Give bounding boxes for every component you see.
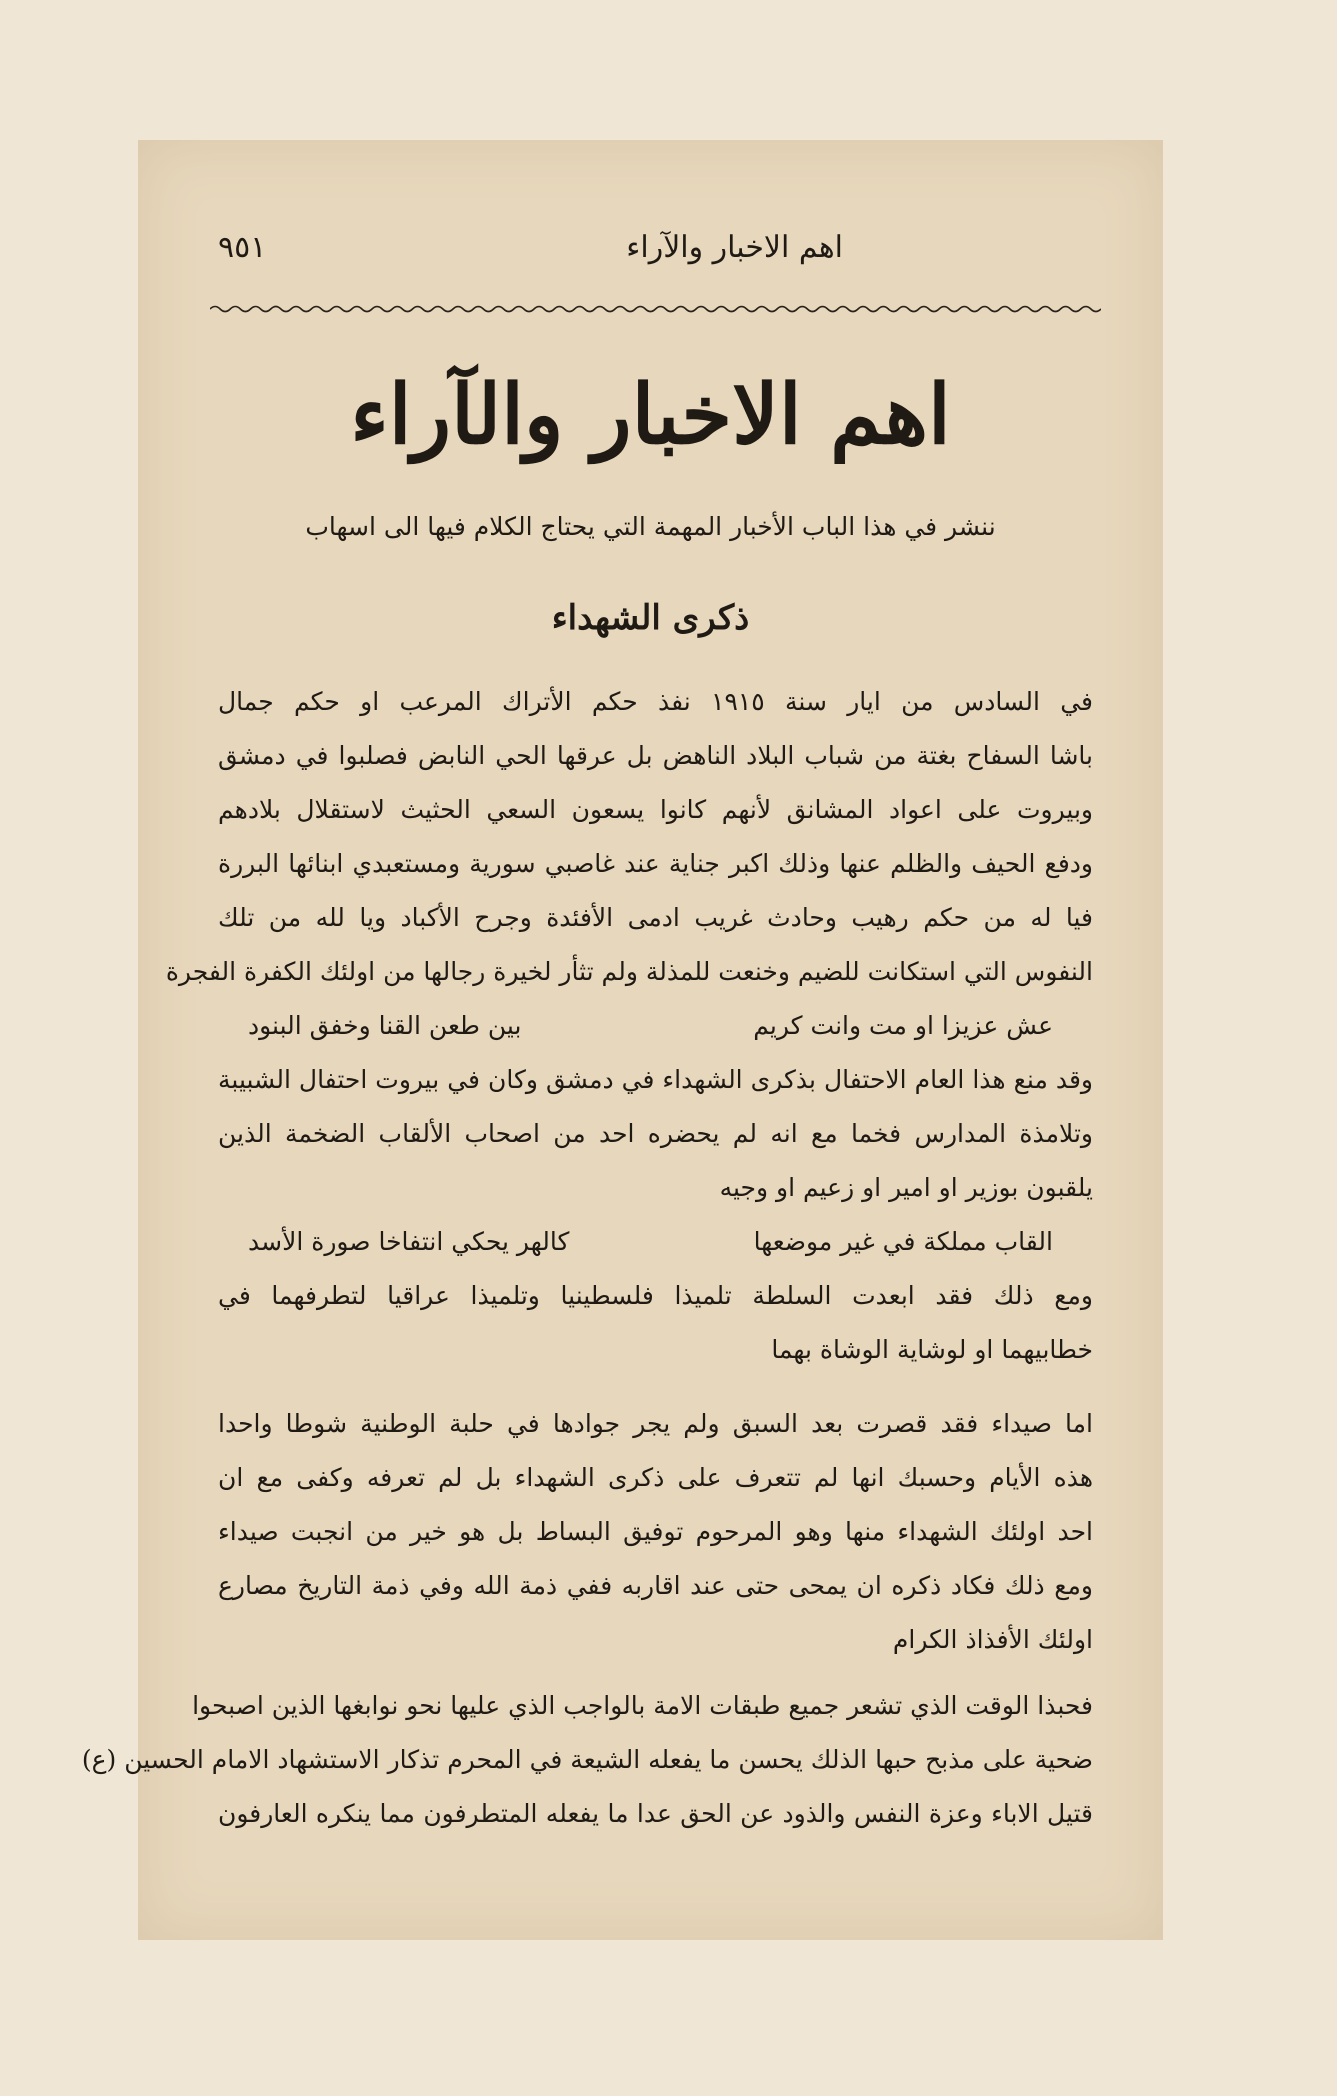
text-line: ومع ذلك فكاد ذكره ان يمحى حتى عند اقاربه ففي ذمة الله وفي ذمة التاريخ مصارع — [218, 1571, 1093, 1600]
text-line: ومع ذلك فقد ابعدت السلطة تلميذا فلسطينيا وتلميذا عراقيا لتطرفهما في — [218, 1281, 1093, 1310]
text-line: ضحية على مذبح حبها الذلك يحسن ما يفعله الشيعة في المحرم تذكار الاستشهاد الامام الحسين (ع) — [81, 1745, 1093, 1774]
text-line: فيا له من حكم رهيب وحادث غريب ادمى الأفئدة وجرح الأكباد ويا لله من تلك — [218, 903, 1093, 932]
text-line: وقد منع هذا العام الاحتفال بذكرى الشهداء في دمشق وكان في بيروت احتفال الشبيبة — [218, 1065, 1093, 1094]
text-line: ودفع الحيف والظلم عنها وذلك اكبر جناية عند غاصبي سورية ومستعبدي ابنائها البررة — [218, 849, 1093, 878]
verse-second-hemistich: كالهر يحكي انتفاخا صورة الأسد — [248, 1227, 570, 1256]
text-line: اما صيداء فقد قصرت بعد السبق ولم يجر جوادها في حلبة الوطنية شوطا واحدا — [218, 1409, 1093, 1438]
section-intro: ننشر في هذا الباب الأخبار المهمة التي يحتاج الكلام فيها الى اسهاب — [305, 512, 996, 541]
verse-couplet — [248, 1006, 1053, 1046]
verse-couplet — [248, 1222, 1053, 1262]
article-title: ذكرى الشهداء — [551, 598, 750, 638]
page-number: ٩٥١ — [218, 230, 267, 265]
section-title-calligraphy: اهم الاخبار والآراء — [350, 367, 951, 463]
text-line: في السادس من ايار سنة ١٩١٥ نفذ حكم الأتراك المرعب او حكم جمال — [218, 687, 1093, 716]
text-line: اولئك الأفذاذ الكرام — [892, 1625, 1093, 1654]
verse-second-hemistich: بين طعن القنا وخفق البنود — [248, 1011, 522, 1040]
wavy-divider — [210, 302, 1101, 316]
text-line: وبيروت على اعواد المشانق لأنهم كانوا يسعون السعي الحثيث لاستقلال بلادهم — [218, 795, 1093, 824]
verse-first-hemistich: القاب مملكة في غير موضعها — [753, 1227, 1053, 1256]
text-line: يلقبون بوزير او امير او زعيم او وجيه — [719, 1173, 1093, 1202]
verse-first-hemistich: عش عزيزا او مت وانت كريم — [753, 1011, 1053, 1040]
text-line: باشا السفاح بغتة من شباب البلاد الناهض بل عرقها الحي النابض فصلبوا في دمشق — [218, 741, 1093, 770]
running-header — [218, 230, 1093, 280]
book-page — [81, 140, 1163, 1940]
text-line: النفوس التي استكانت للضيم وخنعت للمذلة ولم تثأر لخيرة رجالها من اولئك الكفرة الفجرة — [165, 957, 1093, 986]
text-line: وتلامذة المدارس فخما مع انه لم يحضره احد من اصحاب الألقاب الضخمة الذين — [218, 1119, 1093, 1148]
text-line: فحبذا الوقت الذي تشعر جميع طبقات الامة بالواجب الذي عليها نحو نوابغها الذين اصبحوا — [192, 1691, 1093, 1720]
text-line: قتيل الاباء وعزة النفس والذود عن الحق عدا ما يفعله المتطرفون مما ينكره العارفون — [218, 1799, 1093, 1828]
text-line: هذه الأيام وحسبك انها لم تتعرف على ذكرى الشهداء بل لم تعرفه وكفى مع ان — [218, 1463, 1093, 1492]
text-line: خطابيهما او لوشاية الوشاة بهما — [771, 1335, 1093, 1364]
text-line: احد اولئك الشهداء منها وهو المرحوم توفيق البساط بل هو خير من انجبت صيداء — [218, 1517, 1093, 1546]
running-title: اهم الاخبار والآراء — [626, 230, 843, 265]
